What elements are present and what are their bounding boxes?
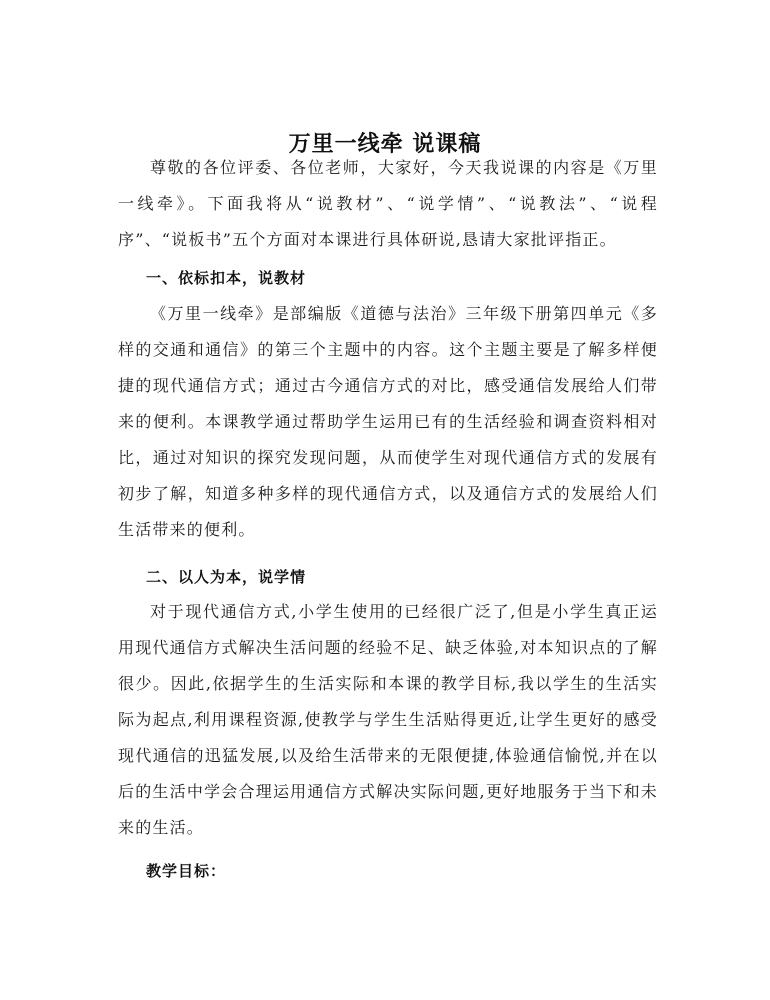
section-heading-goals: 教学目标： bbox=[146, 862, 227, 880]
section-heading-students: 二、以人为本，说学情 bbox=[146, 568, 307, 586]
document-title: 万里一线牵 说课稿 bbox=[288, 131, 482, 157]
section-heading-textbook: 一、依标扣本，说教材 bbox=[146, 269, 307, 287]
students-paragraph: 对于现代通信方式,小学生使用的已经很广泛了,但是小学生真正运用现代通信方式解决生活问题的经验不足、缺乏体验,对本知识点的了解很少。因此,依据学生的生活实际和本课的教学目标,我以学生的生活实际为起点,利用课程资源,使教学与学生生活贴得更近,让学生更好的感受现代通信的迅猛发展,以及给生活带来的无限便捷,体验通信愉悦,并在以后的生活中学会合理运用通信方式解决实际问题,更好地服务于当下和未来的生活。 bbox=[118, 602, 658, 837]
intro-paragraph: 尊敬的各位评委、各位老师，大家好，今天我说课的内容是《万里一线牵》。下面我将从“说教材”、“说学情”、“说教法”、“说程序”、“说板书”五个方面对本课进行具体研说,恳请大家批评指正。 bbox=[118, 158, 658, 249]
textbook-paragraph: 《万里一线牵》是部编版《道德与法治》三年级下册第四单元《多样的交通和通信》的第三个主题中的内容。这个主题主要是了解多样便捷的现代通信方式；通过古今通信方式的对比，感受通信发展给人们带来的便利。本课教学通过帮助学生运用已有的生活经验和调查资料相对比，通过对知识的探究发现问题，从而使学生对现代通信方式的发展有初步了解，知道多种多样的现代通信方式，以及通信方式的发展给人们生活带来的便利。 bbox=[118, 304, 658, 539]
